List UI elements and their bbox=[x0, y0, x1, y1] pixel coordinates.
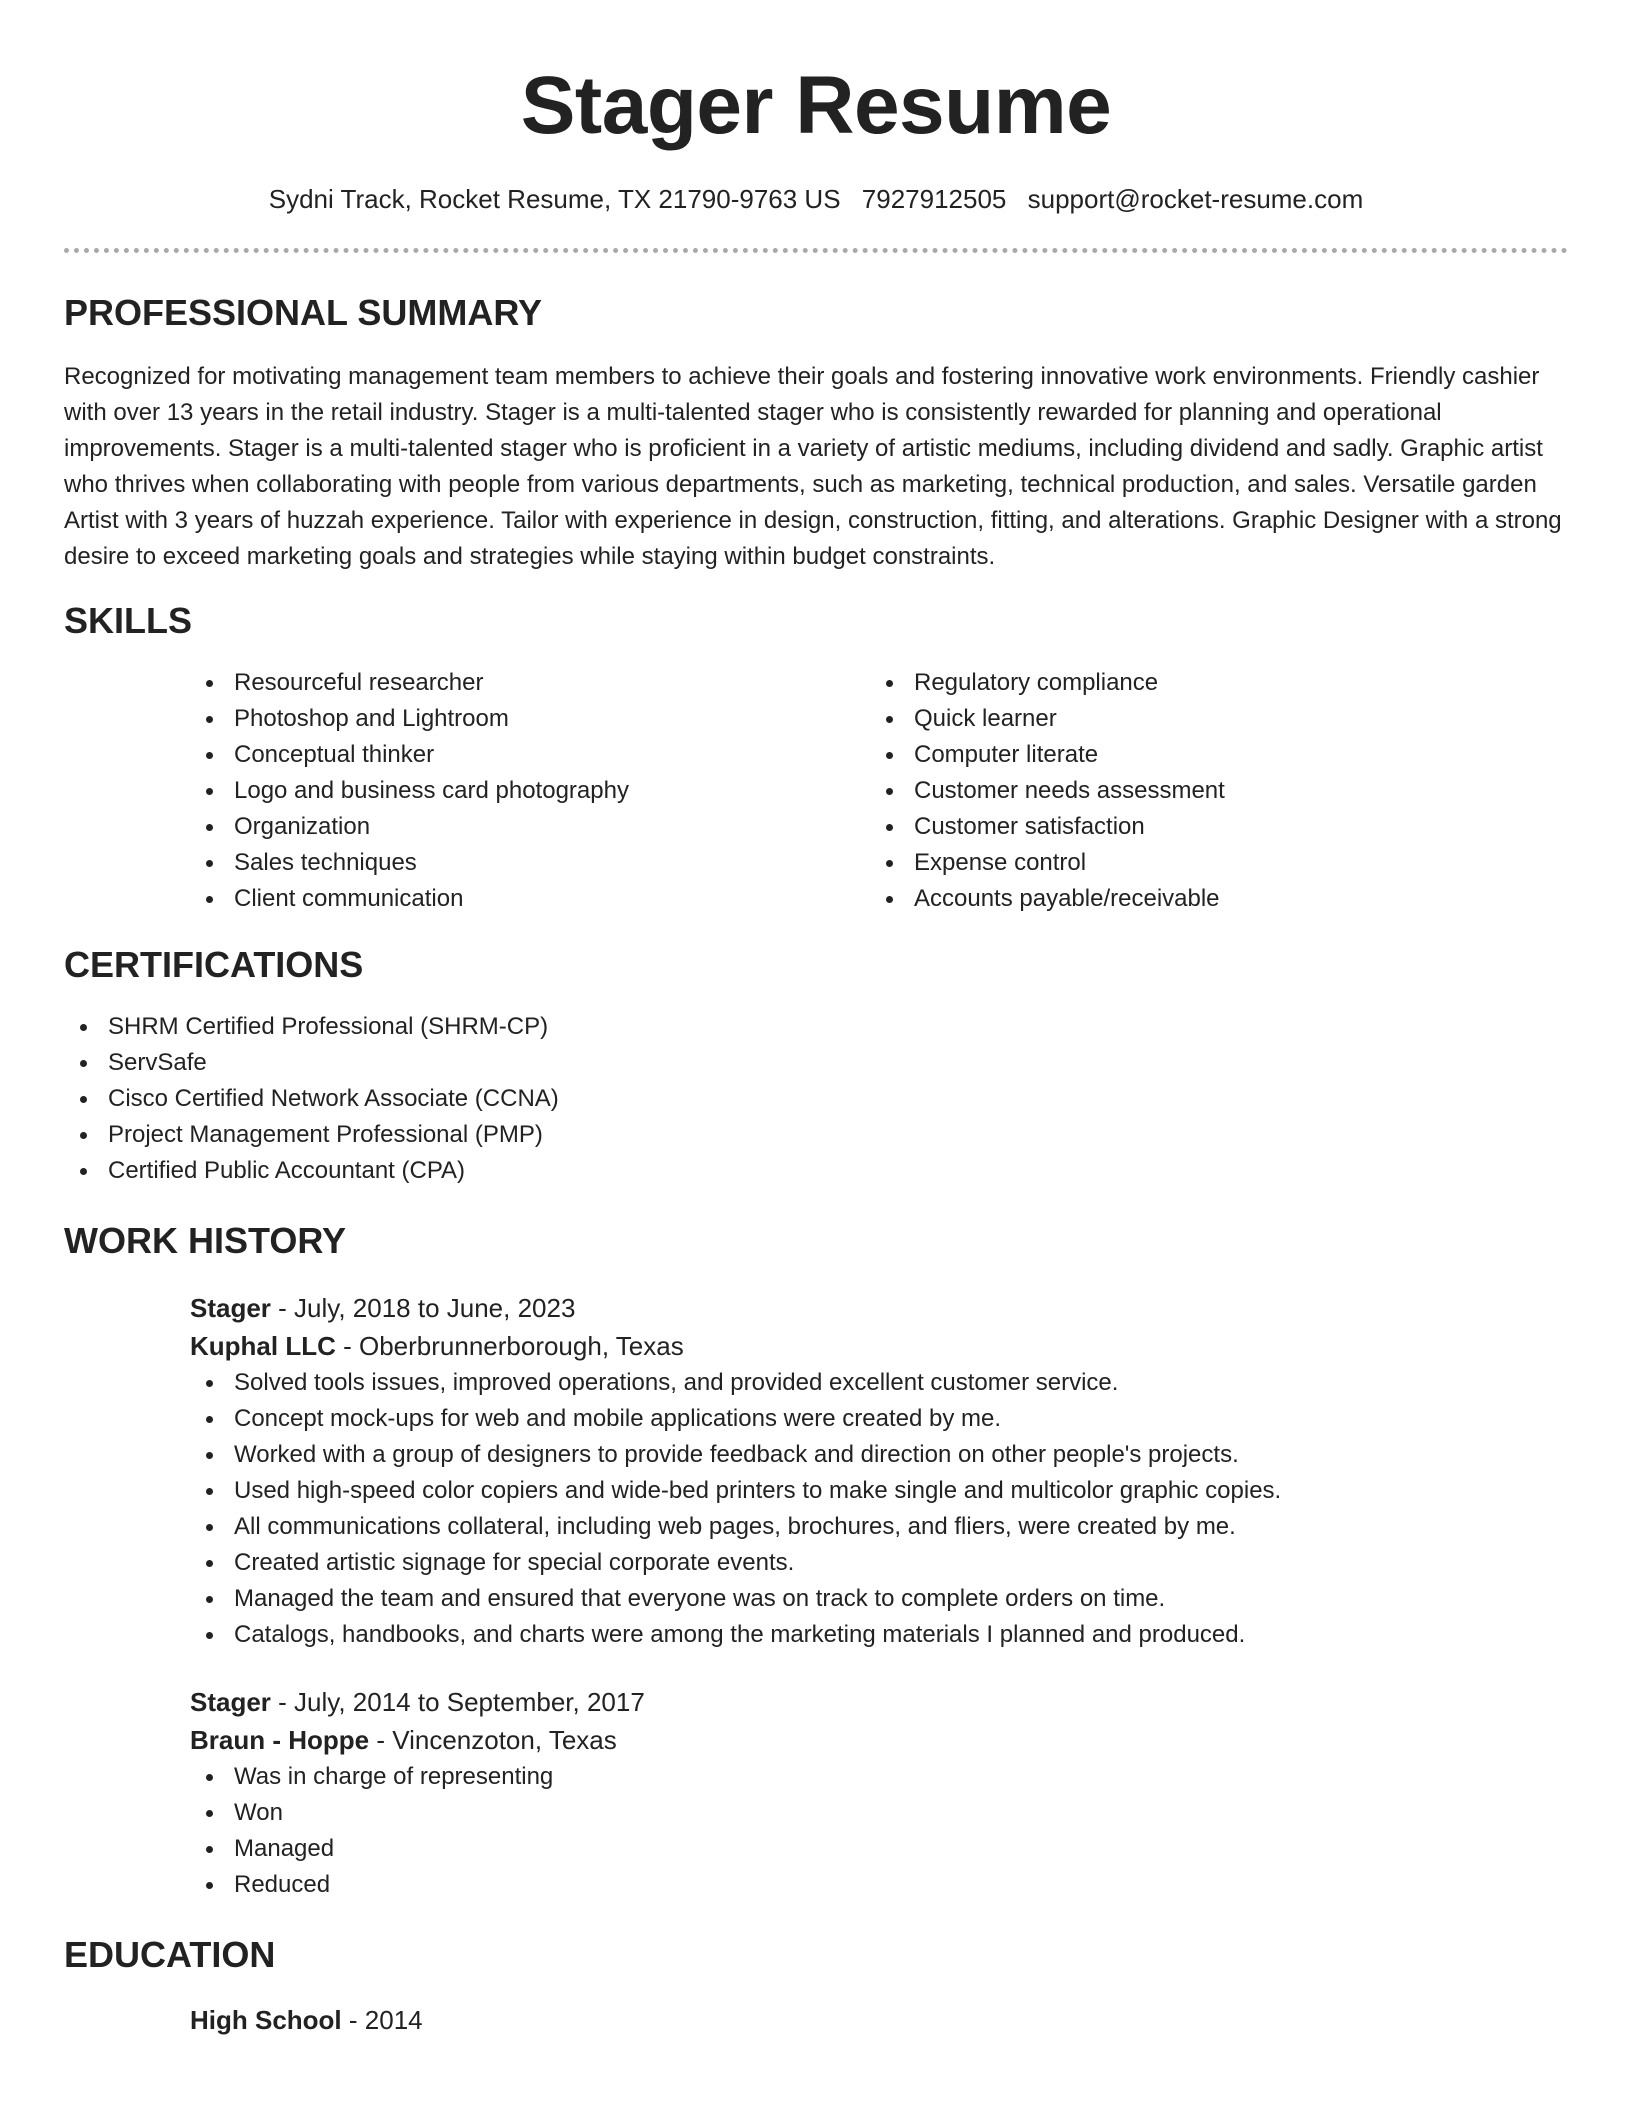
summary-heading: PROFESSIONAL SUMMARY bbox=[64, 292, 543, 333]
list-item: Managed bbox=[190, 1831, 1568, 1867]
job-duties-list bbox=[190, 1759, 1568, 1903]
summary-text: Recognized for motivating management team members to achieve their goals and fostering innovative work environments. Friendly cashier with over 13 years in the retail industry. Stager is a multi-talented stager who is consistently rewarded for planning and operational improvements. Stager is a multi-talented stager who is proficient in a variety of artistic mediums, including dividend and sadly. Graphic artist who thrives when collaborating with people from various departments, such as marketing, technical production, and sales. Versatile garden Artist with 3 years of huzzah experience. Tailor with experience in design, construction, fitting, and alterations. Graphic Designer with a strong desire to exceed marketing goals and strategies while staying within budget constraints. bbox=[64, 363, 1562, 570]
list-item: Cisco Certified Network Associate (CCNA) bbox=[64, 1081, 1568, 1117]
job-duties-list bbox=[190, 1365, 1568, 1653]
list-item: Catalogs, handbooks, and charts were among the marketing materials I planned and produced. bbox=[190, 1617, 1568, 1653]
education-degree: High School bbox=[190, 2005, 342, 2035]
certifications-heading: CERTIFICATIONS bbox=[64, 944, 364, 985]
certifications-list bbox=[64, 1009, 1568, 1189]
list-item: Conceptual thinker bbox=[190, 737, 870, 773]
list-item: Managed the team and ensured that everyone was on track to complete orders on time. bbox=[190, 1581, 1568, 1617]
work-history-section bbox=[64, 1219, 1568, 1903]
list-item: Won bbox=[190, 1795, 1568, 1831]
list-item: ServSafe bbox=[64, 1045, 1568, 1081]
contact-line bbox=[64, 182, 1568, 216]
list-item: Expense control bbox=[870, 845, 1550, 881]
list-item: Reduced bbox=[190, 1867, 1568, 1903]
skills-list-left bbox=[190, 665, 870, 917]
job-company: Braun - Hoppe bbox=[190, 1725, 370, 1755]
list-item: Project Management Professional (PMP) bbox=[64, 1117, 1568, 1153]
list-item: Worked with a group of designers to provide feedback and direction on other people's projects. bbox=[190, 1437, 1568, 1473]
skills-heading: SKILLS bbox=[64, 600, 193, 641]
education-entry bbox=[190, 2001, 1568, 2039]
list-item: Used high-speed color copiers and wide-bed printers to make single and multicolor graphic copies. bbox=[190, 1473, 1568, 1509]
job-dates: - July, 2014 to September, 2017 bbox=[270, 1687, 645, 1717]
list-item: Customer needs assessment bbox=[870, 773, 1550, 809]
list-item: SHRM Certified Professional (SHRM-CP) bbox=[64, 1009, 1568, 1045]
job-title: Stager bbox=[190, 1687, 271, 1717]
list-item: All communications collateral, including web pages, brochures, and fliers, were created by me. bbox=[190, 1509, 1568, 1545]
list-item: Logo and business card photography bbox=[190, 773, 870, 809]
list-item: Photoshop and Lightroom bbox=[190, 701, 870, 737]
job-location: - Vincenzoton, Texas bbox=[369, 1725, 617, 1755]
job-company-line bbox=[190, 1721, 1568, 1759]
skills-list-right bbox=[870, 665, 1550, 917]
contact-address: Sydni Track, Rocket Resume, TX 21790-9763 US bbox=[268, 184, 841, 214]
list-item: Accounts payable/receivable bbox=[870, 881, 1550, 917]
list-item: Customer satisfaction bbox=[870, 809, 1550, 845]
list-item: Certified Public Accountant (CPA) bbox=[64, 1153, 1568, 1189]
resume-title: Stager Resume bbox=[520, 60, 1112, 151]
job-company: Kuphal LLC bbox=[190, 1331, 336, 1361]
skills-columns bbox=[190, 665, 1568, 917]
skills-section bbox=[64, 599, 1568, 917]
contact-email[interactable]: support@rocket-resume.com bbox=[1027, 184, 1364, 214]
list-item: Created artistic signage for special corporate events. bbox=[190, 1545, 1568, 1581]
list-item: Regulatory compliance bbox=[870, 665, 1550, 701]
list-item: Sales techniques bbox=[190, 845, 870, 881]
list-item: Was in charge of representing bbox=[190, 1759, 1568, 1795]
contact-phone: 7927912505 bbox=[861, 184, 1007, 214]
education-section bbox=[64, 1933, 1568, 2039]
job-company-line bbox=[190, 1327, 1568, 1365]
certifications-section bbox=[64, 943, 1568, 1189]
list-item: Organization bbox=[190, 809, 870, 845]
resume-page bbox=[64, 0, 1568, 2039]
list-item: Concept mock-ups for web and mobile applications were created by me. bbox=[190, 1401, 1568, 1437]
job-dates: - July, 2018 to June, 2023 bbox=[270, 1293, 576, 1323]
list-item: Computer literate bbox=[870, 737, 1550, 773]
list-item: Quick learner bbox=[870, 701, 1550, 737]
job-title-line bbox=[190, 1683, 1568, 1721]
job-title-line bbox=[190, 1289, 1568, 1327]
work-history-heading: WORK HISTORY bbox=[64, 1220, 347, 1261]
job-location: - Oberbrunnerborough, Texas bbox=[335, 1331, 684, 1361]
list-item: Solved tools issues, improved operations, and provided excellent customer service. bbox=[190, 1365, 1568, 1401]
job-title: Stager bbox=[190, 1293, 271, 1323]
summary-section bbox=[64, 291, 1568, 575]
education-heading: EDUCATION bbox=[64, 1934, 276, 1975]
job-entry bbox=[190, 1289, 1568, 1653]
list-item: Resourceful researcher bbox=[190, 665, 870, 701]
header-divider bbox=[64, 248, 1568, 253]
job-entry bbox=[190, 1683, 1568, 1903]
education-year: - 2014 bbox=[341, 2005, 423, 2035]
list-item: Client communication bbox=[190, 881, 870, 917]
